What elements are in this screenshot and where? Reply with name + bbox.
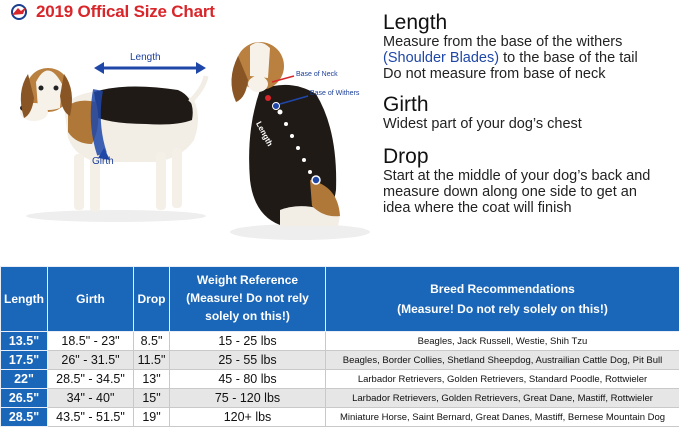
header-weight [170,267,326,332]
cell-girth: 43.5" - 51.5" [48,408,134,427]
cell-weight: 15 - 25 lbs [170,332,326,351]
length-arrow-label: Length [130,52,161,63]
drop-heading: Drop [383,145,429,168]
header-breeds-sub: (Measure! Do not rely solely on this!) [397,302,608,316]
cell-breeds: Larbador Retrievers, Golden Retrievers, Standard Poodle, Rottwieler [326,370,679,389]
length-instructions [383,12,675,82]
table-row [1,389,679,408]
table-row [1,370,679,389]
header [6,2,215,22]
neck-warning: Do not measure from base of neck [383,66,606,82]
cell-weight: 75 - 120 lbs [170,389,326,408]
cell-drop: 13" [134,370,170,389]
header-weight-title: Weight Reference [196,273,299,287]
drop-text: Start at the middle of your dog’s back and measure down along one side to get an idea where the coat will finish [383,168,651,216]
cell-length: 26.5" [1,389,48,408]
header-drop: Drop [134,267,170,332]
cell-girth: 26" - 31.5" [48,351,134,370]
header-girth: Girth [48,267,134,332]
cell-drop: 8.5" [134,332,170,351]
girth-heading: Girth [383,93,429,116]
standing-dog-illustration [6,28,216,228]
base-of-withers-label: Base of Withers [310,90,360,97]
table-row [1,408,679,427]
length-line-2-rest: to the base of the tail [499,50,638,66]
length-marker-label: Length [254,120,275,148]
cell-breeds: Miniature Horse, Saint Bernard, Great Danes, Mastiff, Bernese Mountain Dog [326,408,679,427]
girth-instructions [383,94,675,132]
cell-weight: 120+ lbs [170,408,326,427]
girth-arrow-label: Girth [92,156,114,167]
standing-dog-photo [6,28,216,228]
girth-text: Widest part of your dog’s chest [383,116,582,132]
base-of-neck-label: Base of Neck [296,71,338,78]
drop-instructions [383,146,675,216]
header-length: Length [1,267,48,332]
brand-logo-icon [6,3,32,21]
shoulder-blades-note: (Shoulder Blades) [383,50,500,66]
table-row [1,351,679,370]
cell-weight: 45 - 80 lbs [170,370,326,389]
cell-breeds: Beagles, Jack Russell, Westie, Shih Tzu [326,332,679,351]
cell-drop: 11.5" [134,351,170,370]
table-row [1,332,679,351]
cell-length: 28.5" [1,408,48,427]
length-line-2 [383,50,675,66]
header-breeds [326,267,679,332]
page-title: 2019 Offical Size Chart [36,2,215,21]
cell-drop: 15" [134,389,170,408]
cell-length: 22" [1,370,48,389]
cell-girth: 28.5" - 34.5" [48,370,134,389]
length-heading: Length [383,11,448,34]
cell-breeds: Beagles, Border Collies, Shetland Sheepdog, Austrailian Cattle Dog, Pit Bull [326,351,679,370]
sitting-dog-photo [220,20,370,245]
sitting-dog-illustration [220,20,370,245]
length-line-1: Measure from the base of the withers [383,34,623,50]
header-weight-sub: (Measure! Do not rely solely on this!) [186,291,309,323]
header-breeds-title: Breed Recommendations [430,282,575,296]
size-chart-table [0,266,679,431]
cell-girth: 34" - 40" [48,389,134,408]
cell-girth: 18.5" - 23" [48,332,134,351]
cell-length: 17.5" [1,351,48,370]
table-header-row [1,267,679,332]
cell-breeds: Larbador Retrievers, Golden Retrievers, Great Dane, Mastiff, Rottwieler [326,389,679,408]
cell-weight: 25 - 55 lbs [170,351,326,370]
cell-length: 13.5" [1,332,48,351]
cell-drop: 19" [134,408,170,427]
